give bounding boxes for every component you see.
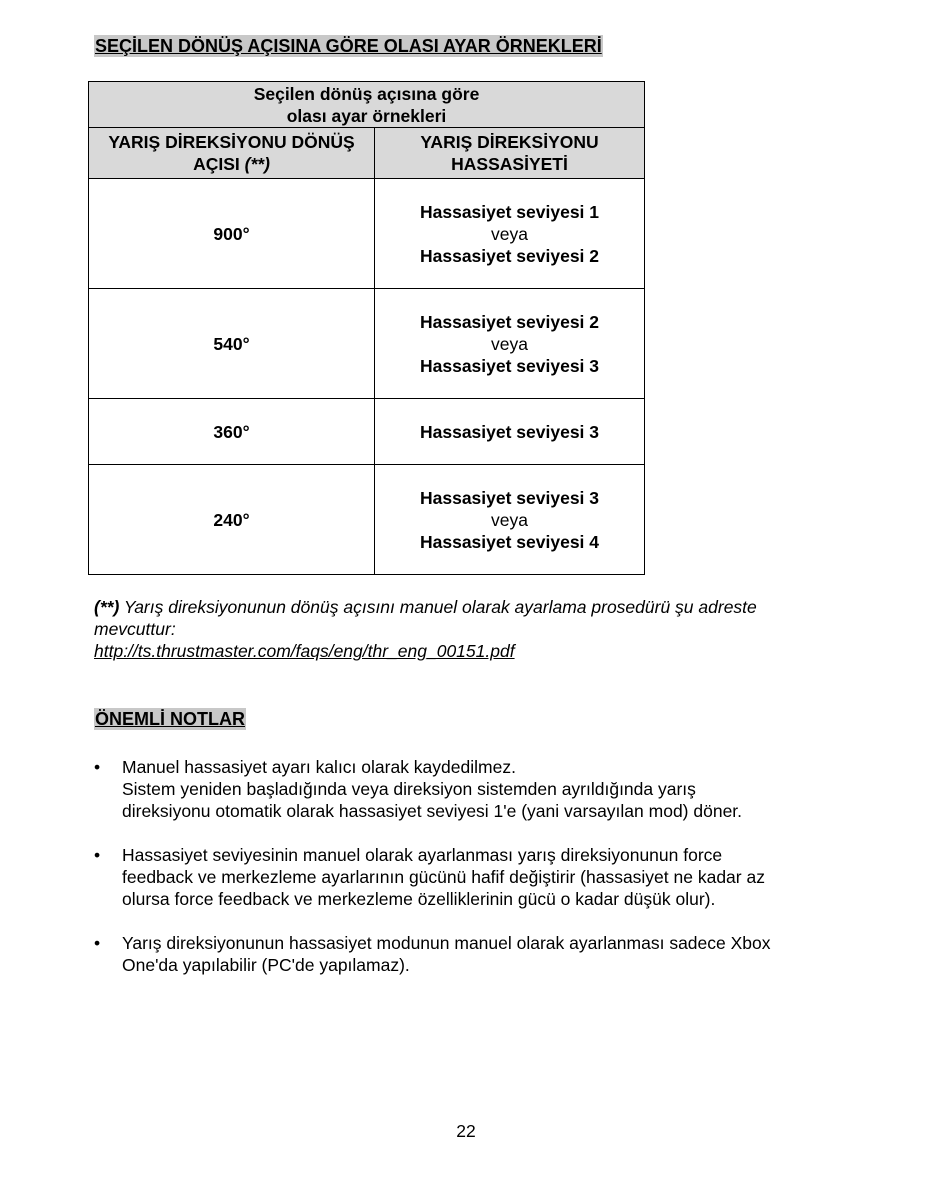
note-line: direksiyonu otomatik olarak hassasiyet seviyesi 1'e (yani varsayılan mod) döner.	[122, 801, 743, 821]
sensitivity-option: Hassasiyet seviyesi 3	[419, 421, 600, 442]
table-row	[89, 465, 645, 575]
table-row	[89, 289, 645, 399]
list-item	[94, 932, 854, 976]
sensitivity-cell	[375, 399, 645, 465]
sensitivity-cell	[375, 465, 645, 575]
table-title-row	[89, 82, 645, 128]
column-header-sensitivity-line2: HASSASİYETİ	[451, 154, 568, 174]
table-title	[89, 82, 645, 128]
table-title-line2: olası ayar örnekleri	[286, 105, 447, 126]
angle-cell: 540°	[89, 289, 375, 399]
column-header-sensitivity	[375, 128, 645, 179]
sensitivity-or: veya	[491, 333, 528, 354]
bullet-icon: •	[94, 933, 101, 953]
table-title-line1: Seçilen dönüş açısına göre	[253, 83, 480, 104]
footnote-marker: (**)	[244, 154, 270, 174]
sensitivity-cell	[375, 179, 645, 289]
note-line: One'da yapılabilir (PC'de yapılamaz).	[122, 955, 410, 975]
note-line: Manuel hassasiyet ayarı kalıcı olarak kaydedilmez.	[122, 757, 516, 777]
footnote	[94, 596, 854, 662]
sensitivity-option: Hassasiyet seviyesi 3	[419, 487, 600, 508]
sensitivity-or: veya	[491, 509, 528, 530]
bullet-icon: •	[94, 757, 101, 777]
list-item	[94, 844, 854, 910]
column-header-angle-line2: AÇISI	[193, 154, 240, 174]
sensitivity-option: Hassasiyet seviyesi 2	[419, 245, 600, 266]
sensitivity-option: Hassasiyet seviyesi 1	[419, 201, 600, 222]
footnote-text-line2: mevcuttur:	[94, 619, 176, 639]
column-header-angle-line1: YARIŞ DİREKSİYONU DÖNÜŞ	[108, 132, 355, 152]
footnote-marker: (**)	[94, 597, 120, 617]
bullet-icon: •	[94, 845, 101, 865]
note-line: Yarış direksiyonunun hassasiyet modunun manuel olarak ayarlanması sadece Xbox	[122, 933, 771, 953]
list-item	[94, 756, 854, 822]
section-heading-setting-examples: SEÇİLEN DÖNÜŞ AÇISINA GÖRE OLASI AYAR ÖRNEKLERİ	[95, 36, 602, 56]
column-header-sensitivity-line1: YARIŞ DİREKSİYONU	[420, 132, 599, 152]
footnote-text-line1: Yarış direksiyonunun dönüş açısını manuel olarak ayarlama prosedürü şu adreste	[119, 597, 757, 617]
sensitivity-or: veya	[491, 223, 528, 244]
notes-list	[94, 756, 854, 998]
settings-table	[88, 81, 645, 575]
table-header-row	[89, 128, 645, 179]
note-line: Hassasiyet seviyesinin manuel olarak ayarlanması yarış direksiyonunun force	[122, 845, 723, 865]
table-row	[89, 399, 645, 465]
page-number: 22	[456, 1121, 476, 1141]
note-line: feedback ve merkezleme ayarlarının gücünü hafif değiştirir (hassasiyet ne kadar az	[122, 867, 765, 887]
table-row	[89, 179, 645, 289]
note-line: olursa force feedback ve merkezleme özelliklerinin gücü o kadar düşük olur).	[122, 889, 716, 909]
sensitivity-option: Hassasiyet seviyesi 3	[419, 355, 600, 376]
sensitivity-option: Hassasiyet seviyesi 4	[419, 531, 600, 552]
angle-cell: 240°	[89, 465, 375, 575]
column-header-angle	[89, 128, 375, 179]
sensitivity-cell	[375, 289, 645, 399]
footnote-link[interactable]: http://ts.thrustmaster.com/faqs/eng/thr_eng_00151.pdf	[94, 641, 515, 661]
note-line: Sistem yeniden başladığında veya direksiyon sistemden ayrıldığında yarış	[122, 779, 696, 799]
sensitivity-option: Hassasiyet seviyesi 2	[419, 311, 600, 332]
angle-cell: 900°	[89, 179, 375, 289]
angle-cell: 360°	[89, 399, 375, 465]
section-heading-important-notes: ÖNEMLİ NOTLAR	[95, 709, 245, 729]
